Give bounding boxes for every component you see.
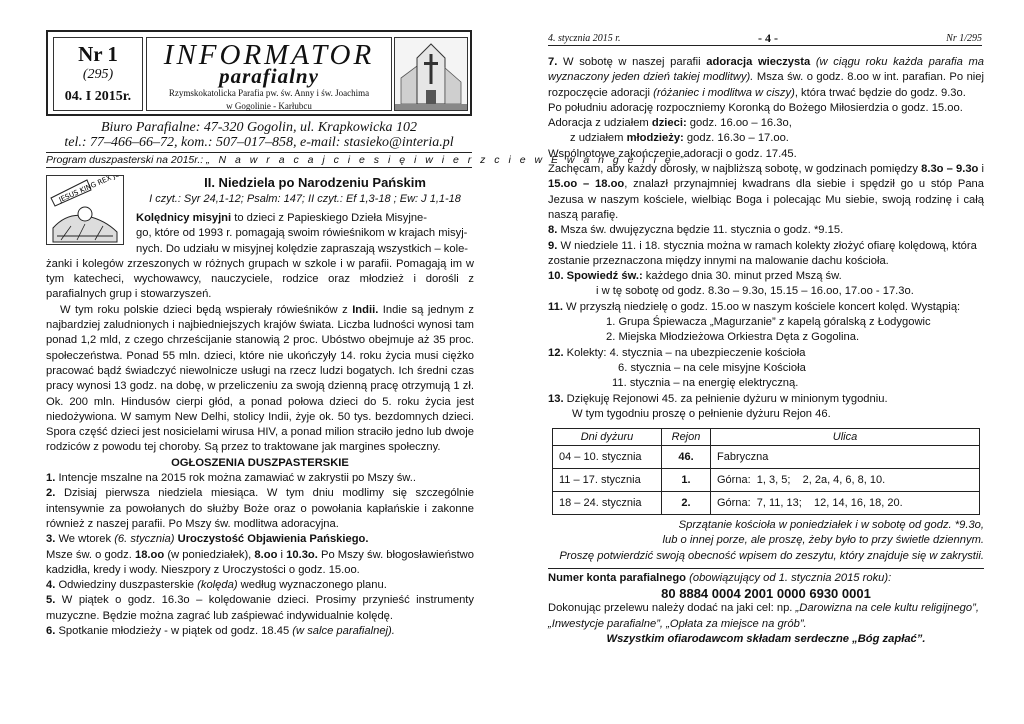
masthead xyxy=(46,30,472,116)
carolers-bold: Kolędnicy misyjni xyxy=(136,212,232,224)
announcement-5 xyxy=(46,593,474,624)
ann-3-date: (6. stycznia) xyxy=(114,533,175,546)
announcement-4 xyxy=(46,578,474,593)
ann-11-performer-1: 1. Grupa Śpiewacza „Magurzanie” z kapelą góralską z Łodygowic xyxy=(606,316,931,329)
ann-7-e1: Adoracja z udziałem xyxy=(548,117,652,130)
duty-region: 2. xyxy=(662,492,711,515)
ann-7-c: , która trwać będzie do godz. 9.3o. xyxy=(794,86,966,99)
num-4: 4. xyxy=(46,579,56,592)
ann-7-youth-bold: młodzieży: xyxy=(626,132,684,145)
thanks-line: Wszystkim ofiarodawcom składam serdeczne „Bóg zapłać”. xyxy=(606,633,926,646)
ann-4-it: (kolęda) xyxy=(197,579,238,592)
ann-12-collection-3: 11. stycznia – na energię elektryczną. xyxy=(612,377,799,390)
pastoral-program xyxy=(46,152,687,168)
num-6: 6. xyxy=(46,625,56,638)
duty-region: 1. xyxy=(662,469,711,492)
ann-7-it2: (różaniec i modlitwa w ciszy) xyxy=(653,86,795,99)
ann-3-a: We wtorek xyxy=(55,533,115,546)
ann-7-children-bold: dzieci: xyxy=(651,117,687,130)
num-2: 2. xyxy=(46,487,56,500)
ann-3-time-3: 10.3o. xyxy=(286,548,318,561)
ann-13-duty: W tym tygodniu proszę o pełnienie dyżuru Rejon 46. xyxy=(572,407,831,420)
ann-3-l2c: i xyxy=(277,548,287,561)
newsletter-subtitle: parafialny xyxy=(219,64,319,88)
num-5: 5. xyxy=(46,594,56,607)
issue-total: (295) xyxy=(82,67,114,82)
ann-7-children xyxy=(548,116,984,131)
ann-7-it: (w ciągu roku każda parafia ma wyznaczony jeden dzień takiej modlitwy). xyxy=(548,56,984,84)
col-header-days: Dni dyżuru xyxy=(553,429,662,446)
duty-days: 18 – 24. stycznia xyxy=(553,492,662,515)
india-text-b: Indie są jednym z najbardziej zaludnionych i najbiedniejszych krajów świata. Liczba ludności wynosi tam ponad 1,2 mld, z czego chrześcijanie stanowią 2 proc. Ubóstwo obejmuje aż 35 proc. społeczeństwa. Ponad 55 mln. dzieci, które nie ukończyły 14. roku życia musi ciężko pracować bądź świadczyć niewolnicze usługi na rzecz ludzi bogatych. Ich średni czas pracy wynosi 13 godz. na dobę, w przeliczeniu za swoją dzienną pracę otrzymują 1 zł. Ok. 200 mln. Hindusów cierpi głód, a ponad połowa dzieci do 5. roku życia jest niedożywiona. W samym New Delhi, stolicy Indii, żyje ok. 50 tys. bezdomnych dzieci. Spora część dzieci jest nosicielami wirusa HIV, a ponad milion straciło jedno lub dwoje rodziców z powodu tej choroby. Są przez to traktowane jak margines społeczny. xyxy=(46,303,474,454)
account-number: 80 8884 0004 2001 0000 6930 0001 xyxy=(661,586,871,602)
transfer-purposes: „Darowizna na cele kultu religijnego”, „Inwestycje parafialne”, „Opłata za miejsce na grób”. xyxy=(548,602,979,630)
ann-3-time-2: 8.oo xyxy=(254,548,278,561)
page-header xyxy=(548,33,982,46)
col-header-region: Rejon xyxy=(662,429,711,446)
announcement-9 xyxy=(548,239,984,270)
ann-5-text: W piątek o godz. 16.3o – kolędowanie dzieci. Prosimy przynieść instrumenty muzyczne. Będzie można zagrać lub zaśpiewać indywidualnie kolędę. xyxy=(46,594,474,622)
ann-6-a: Spotkanie młodzieży - w piątek od godz. 18.45 xyxy=(55,625,293,638)
issue-number: Nr 1 xyxy=(78,42,118,66)
announcement-1 xyxy=(46,471,474,486)
num-7: 7. xyxy=(548,56,558,68)
cleaning-line-3: Proszę potwierdzić swoją obecność wpisem do zeszytu, który znajduje się w zakrystii. xyxy=(559,549,984,562)
ann-3-feast: Uroczystość Objawienia Pańskiego. xyxy=(174,533,369,546)
parish-name: Rzymskokatolicka Parafia pw. św. Anny i św. Joachima xyxy=(168,88,370,98)
ann-3-l2a: Msze św. o godz. xyxy=(46,548,135,561)
office-address: Biuro Parafialne: 47-320 Gogolin, ul. Krapkowicka 102 xyxy=(100,120,417,135)
ann-4-b: według wyznaczonego planu. xyxy=(237,579,387,592)
sunday-title: II. Niedziela po Narodzeniu Pańskim xyxy=(204,175,426,190)
issue-box xyxy=(53,37,143,111)
ann-7-h2: i xyxy=(978,163,985,176)
ann-7-closing: Wspólnotowe zakończenie adoracji o godz. 17.45. xyxy=(548,147,797,160)
ann-12-text: Kolekty: 4. stycznia – na ubezpieczenie kościoła xyxy=(563,346,806,359)
india-bold: Indii. xyxy=(352,303,379,316)
header-date: 4. stycznia 2015 r. xyxy=(548,33,621,44)
col-header-street: Ulica xyxy=(711,429,980,446)
ann-11-text: W przyszłą niedzielę o godz. 15.oo w naszym kościele koncert kolęd. Wystąpią: xyxy=(562,300,961,313)
ann-4-a: Odwiedziny duszpasterskie xyxy=(55,579,198,592)
num-3: 3. xyxy=(46,533,56,546)
office-contact: tel.: 77–466–66–72, kom.: 507–017–858, e-mail: stasieko@interia.pl xyxy=(64,135,454,150)
announcement-8 xyxy=(548,223,984,238)
announcement-6 xyxy=(46,624,474,639)
title-box xyxy=(146,37,392,111)
liturgy-readings: I czyt.: Syr 24,1-12; Psalm: 147; II czyt.: Ef 1,3-18 ; Ew: J 1,1-18 xyxy=(149,193,461,205)
num-8: 8. xyxy=(548,224,558,237)
duty-street: Fabryczna xyxy=(711,446,980,469)
num-10: 10. Spowiedź św.: xyxy=(548,270,643,283)
page-number: - 4 - xyxy=(758,31,778,45)
ann-8-text: Msza św. dwujęzyczna będzie 11. stycznia o godz. *9.15. xyxy=(557,224,844,237)
announcement-3-masses xyxy=(46,548,474,579)
ann-12-collection-2: 6. stycznia – na cele misyjne Kościoła xyxy=(618,361,806,374)
cleaning-line-1: Sprzątanie kościoła w poniedziałek i w sobotę od godz. *9.3o, xyxy=(678,519,984,531)
ann-7-youth xyxy=(548,131,984,146)
ann-7-encourage xyxy=(548,162,984,223)
carolers-text-a: to dzieci z Papieskiego Dzieła Misyjne- xyxy=(231,212,427,224)
announcement-10 xyxy=(548,269,984,284)
table-row xyxy=(553,492,980,515)
ann-7-h3: , znalazł przynajmniej kwadrans dla siebie i spędził go u stóp Pana Jezusa w naszym kościele, wielbiąc Boga i polecając Mu siebie, swoją rodzinę i całą naszą parafię. xyxy=(548,178,984,221)
divider xyxy=(548,568,984,569)
program-motto: „ N a w r a c a j c i e s i ę i w i e r z c i e w E w a n g e l i ę ” xyxy=(206,154,687,166)
ann-6-it: (w salce parafialnej). xyxy=(292,625,395,638)
newsletter-title: INFORMATOR xyxy=(163,39,375,71)
left-text xyxy=(46,211,474,639)
announcement-11 xyxy=(548,300,984,315)
ann-7-h1: Zachęcam, aby każdy dorosły, w najbliższą sobotę, w godzinach pomiędzy xyxy=(548,163,922,176)
announcement-12 xyxy=(548,346,984,361)
duty-street: Górna: 7, 11, 13; 12, 14, 16, 18, 20. xyxy=(711,492,980,515)
ann-7-h-b1: 8.3o – 9.3o xyxy=(921,163,979,176)
ann-7-b: Msza św. o godz. 8.oo w int. parafian. Po niej rozpoczęcie adoracji xyxy=(548,71,984,99)
duty-region: 46. xyxy=(662,446,711,469)
ann-3-l2d: Po Mszy św. błogosławieństwo kadzidła, kredy i wody. Nieszpory z Uroczystości o godz. 15.oo. xyxy=(46,548,474,576)
announcement-3 xyxy=(46,532,474,547)
account-label: Numer konta parafialnego xyxy=(548,571,687,584)
ann-7-chaplet: Po południu adorację rozpoczniemy Koronką do Bożego Miłosierdzia o godz. 15.oo. xyxy=(548,101,963,114)
india-paragraph xyxy=(46,303,474,456)
ann-10-times: i w tę sobotę od godz. 8.3o – 9.3o, 15.15 – 16.oo, 17.oo - 17.3o. xyxy=(596,285,914,298)
ann-1-text: Intencje mszalne na 2015 rok można zamawiać w zakrystii po Mszy św.. xyxy=(55,472,416,485)
church-icon xyxy=(395,38,467,110)
table-row xyxy=(553,469,980,492)
num-12: 12. xyxy=(548,346,564,359)
ann-7-f2: godz. 16.3o – 17.oo. xyxy=(683,132,789,145)
table-row xyxy=(553,446,980,469)
table-header-row xyxy=(553,429,980,446)
right-text xyxy=(548,55,984,422)
num-11: 11. xyxy=(548,300,563,313)
parish-location: w Gogolinie - Karłubcu xyxy=(226,101,312,111)
issue-date: 04. I 2015r. xyxy=(64,89,132,104)
cleaning-line-2: lub o innej porze, ale proszę, żeby było to przy świetle dziennym. xyxy=(662,534,984,547)
program-label: Program duszpasterski na 2015r.: xyxy=(46,154,207,166)
carolers-line2: go, które od 1993 r. pomagają swoim rówieśnikom w krajach misyj- xyxy=(136,227,468,240)
india-text-a: W tym roku polskie dzieci będą wspierały rówieśników z xyxy=(60,303,353,316)
account-label-line xyxy=(548,571,984,586)
announcement-13 xyxy=(548,392,984,407)
duty-days: 04 – 10. stycznia xyxy=(553,446,662,469)
right-footer-text xyxy=(548,518,984,647)
num-9: 9. xyxy=(548,239,558,252)
announcements-title: OGŁOSZENIA DUSZPASTERSKIE xyxy=(171,456,349,469)
ann-10-text: każdego dnia 30. minut przed Mszą św. xyxy=(642,270,842,283)
carolers-rest: żanki i kolegów zrzeszonych w różnych grupach w szkole i w parafii. Pomagają im w tym katecheci, wychowawcy, nauczyciele, rodzice oraz młodzież i dorośli z parafialnych grup i stowarzyszeń. xyxy=(46,257,474,301)
missionary-carolers-intro xyxy=(136,211,474,226)
announcement-7 xyxy=(548,55,984,101)
ann-7-a: W sobotę w naszej parafii xyxy=(557,56,707,68)
cartoon-caption: JESUS KING REX xyxy=(57,176,113,205)
header-issue: Nr 1/295 xyxy=(946,33,982,44)
transfer-note xyxy=(548,601,984,632)
account-note: (obowiązujący od 1. stycznia 2015 roku): xyxy=(686,571,892,584)
ann-13-text: Dziękuję Rejonowi 45. za pełnienie dyżuru w minionym tygodniu. xyxy=(563,392,888,405)
parish-office xyxy=(46,120,472,150)
num-13: 13. xyxy=(548,392,564,405)
transfer-a: Dokonując przelewu należy dodać na jaki cel: np. xyxy=(548,602,796,615)
duty-street: Górna: 1, 3, 5; 2, 2a, 4, 6, 8, 10. xyxy=(711,469,980,492)
ann-7-bold: adoracja wieczysta xyxy=(706,56,811,68)
ann-11-performer-2: 2. Miejska Młodzieżowa Orkiestra Dęta z Gogolina. xyxy=(606,331,860,344)
announcement-2 xyxy=(46,486,474,532)
ann-7-e2: godz. 16.oo – 16.3o, xyxy=(686,117,792,130)
duty-days: 11 – 17. stycznia xyxy=(553,469,662,492)
ann-9-text: W niedziele 11. i 18. stycznia można w ramach kolekty złożyć ofiarę kolędową, która zostanie przeznaczona między innymi na malowanie dachu kościoła. xyxy=(548,239,977,267)
ann-7-h-b2: 15.oo – 18.oo xyxy=(548,178,625,191)
duty-table xyxy=(552,428,980,515)
ann-2-text: Dzisiaj pierwsza niedziela miesiąca. W tym dniu modlimy się szczególnie intensywnie za powołanych do służby Boże oraz o powołania kapłańskie i zakonne również z naszej parafii. Po Mszy św. modlitwa adoracyjna. xyxy=(46,487,474,530)
ann-7-f1: z udziałem xyxy=(570,132,627,145)
num-1: 1. xyxy=(46,472,56,485)
ann-3-time-1: 18.oo xyxy=(134,548,165,561)
ann-3-l2b: (w poniedziałek), xyxy=(164,548,255,561)
carolers-line3: nych. Do udziału w misyjnej kolędzie zapraszają wszystkich – kole- xyxy=(136,242,469,255)
church-image xyxy=(394,37,468,111)
